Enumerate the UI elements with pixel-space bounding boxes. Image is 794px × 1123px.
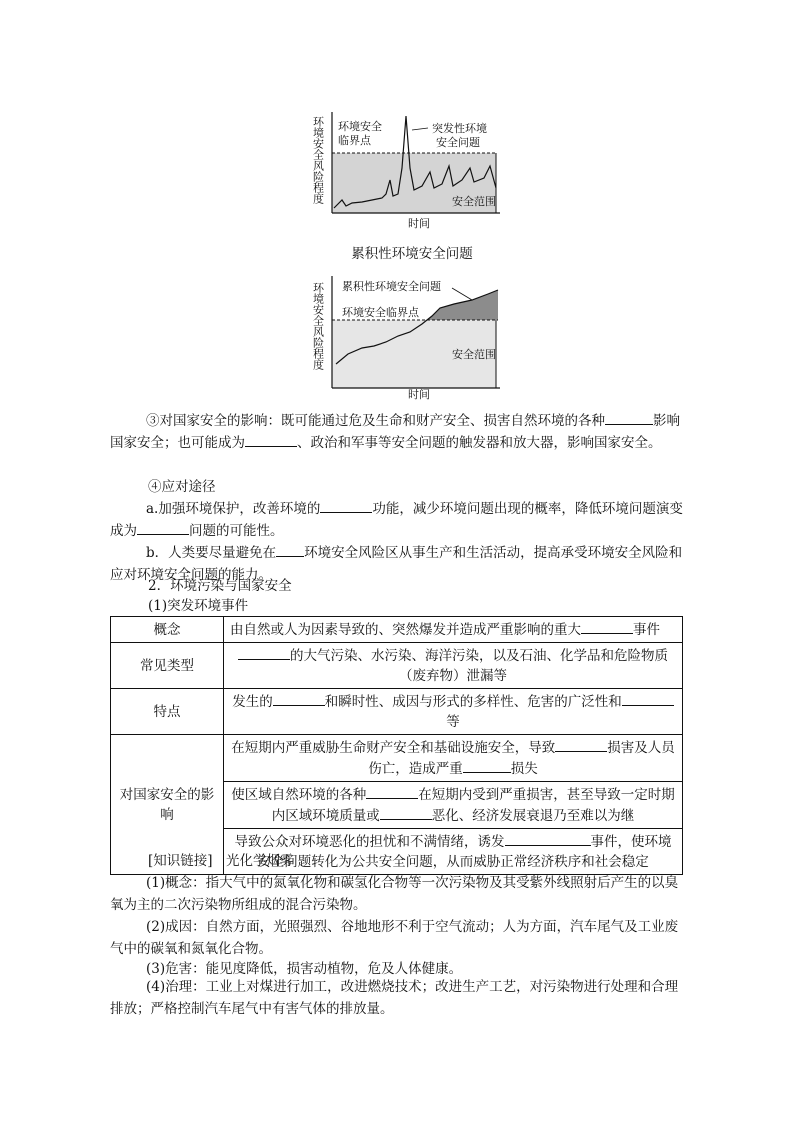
blank bbox=[505, 831, 591, 846]
blank bbox=[238, 645, 290, 660]
row-head: 概念 bbox=[111, 617, 224, 643]
table-cell: 发生的 和瞬时性、成因与形式的多样性、危害的广泛性和等 bbox=[224, 689, 683, 735]
table-cell: 导致公众对环境恶化的担忧和不满情绪，诱发 事件，使环境安全问题转化为公共安全问题，从而威胁正常经济秩序和社会稳定 bbox=[224, 829, 683, 875]
impact-paragraph: ③对国家安全的影响：既可能通过危及生命和财产安全、损害自然环境的各种 影响国家安全；也可能成为 、政治和军事等安全问题的触发器和放大器，影响国家安全。 bbox=[110, 410, 683, 454]
safe-range-label: 安全范围 bbox=[452, 348, 496, 361]
sudden-risk-chart bbox=[312, 108, 512, 232]
row-head: 对国家安全的影响 bbox=[111, 735, 224, 875]
knowledge-link-harm: (3)危害：能见度降低，损害动植物，危及人体健康。 bbox=[146, 961, 463, 977]
table-cell: 在短期内严重威胁生命财产安全和基础设施安全，导致 损害及人员伤亡，造成严重 损失 bbox=[224, 735, 683, 782]
section-heading: 2．环境污染与国家安全 bbox=[148, 578, 292, 594]
blank bbox=[245, 432, 297, 447]
knowledge-link-cause: (2)成因：自然方面，光照强烈、谷地地形不利于空气流动；人为方面，汽车尾气及工业废气中的碳氧和氮氧化合物。 bbox=[110, 919, 679, 957]
chart2-caption: 累积性环境安全问题 bbox=[351, 246, 473, 262]
table-row bbox=[111, 689, 683, 735]
threshold-label-line2: 临界点 bbox=[338, 134, 371, 147]
blank bbox=[463, 758, 511, 773]
table-row bbox=[111, 643, 683, 689]
x-axis-label: 时间 bbox=[408, 388, 430, 400]
knowledge-link-treatment: (4)治理：工业上对煤进行加工，改进燃烧技术；改进生产工艺，对污染物进行处理和合理排放；严格控制汽车尾气中有害气体的排放量。 bbox=[110, 979, 679, 1017]
response-b: b．人类要尽量避免在 环境安全风险区从事生产和生活活动，提高承受环境安全风险和应对环境安全问题的能力。 bbox=[110, 542, 683, 586]
table-cell: 由自然或人为因素导致的、突然爆发并造成严重影响的重大 事件 bbox=[224, 617, 683, 643]
table-row bbox=[111, 617, 683, 643]
blank bbox=[276, 542, 304, 557]
knowledge-link-concept: (1)概念：指大气中的氮氧化物和碳氢化合物等一次污染物及其受紫外线照射后产生的以臭氧为主的二次污染物所组成的混合污染物。 bbox=[110, 875, 679, 913]
table-cell: 的大气污染、水污染、海洋污染，以及石油、化学品和危险物质（废弃物）泄漏等 bbox=[224, 643, 683, 689]
table-row bbox=[111, 735, 683, 782]
cumulative-label: 累积性环境安全问题 bbox=[342, 280, 441, 293]
blank bbox=[380, 805, 432, 820]
knowledge-link-title: [知识链接] 光化学烟雾 bbox=[148, 853, 294, 869]
sudden-label-line1: 突发性环境 bbox=[432, 122, 487, 135]
blank bbox=[622, 691, 674, 706]
row-head: 常见类型 bbox=[111, 643, 224, 689]
blank bbox=[137, 520, 189, 535]
response-heading: ④应对途径 bbox=[148, 479, 216, 495]
row-head: 特点 bbox=[111, 689, 224, 735]
blank bbox=[273, 691, 325, 706]
blank bbox=[581, 619, 633, 634]
blank bbox=[555, 737, 607, 752]
response-a: a.加强环境保护，改善环境的 功能，减少环境问题出现的概率，降低环境问题演变成为 问题的可能性。 bbox=[110, 498, 683, 542]
blank bbox=[605, 410, 653, 425]
y-axis-label: 环境安全风险程度 bbox=[312, 116, 325, 204]
table-cell: 使区域自然环境的各种 在短期内受到严重损害，甚至导致一定时期内区域环境质量或 恶化、经济发展衰退乃至难以为继 bbox=[224, 782, 683, 829]
cumulative-risk-chart bbox=[312, 272, 512, 400]
x-axis-label: 时间 bbox=[408, 217, 430, 230]
y-axis-label: 环境安全风险程度 bbox=[312, 282, 325, 370]
safe-range-label: 安全范围 bbox=[452, 195, 496, 208]
blank bbox=[366, 784, 418, 799]
blank bbox=[320, 498, 372, 513]
threshold-label-line1: 环境安全 bbox=[338, 120, 382, 133]
emergency-events-table bbox=[110, 616, 683, 875]
subsection-heading: (1)突发环境事件 bbox=[148, 598, 249, 614]
threshold-label: 环境安全临界点 bbox=[342, 306, 419, 319]
sudden-label-line2: 安全问题 bbox=[436, 136, 480, 149]
